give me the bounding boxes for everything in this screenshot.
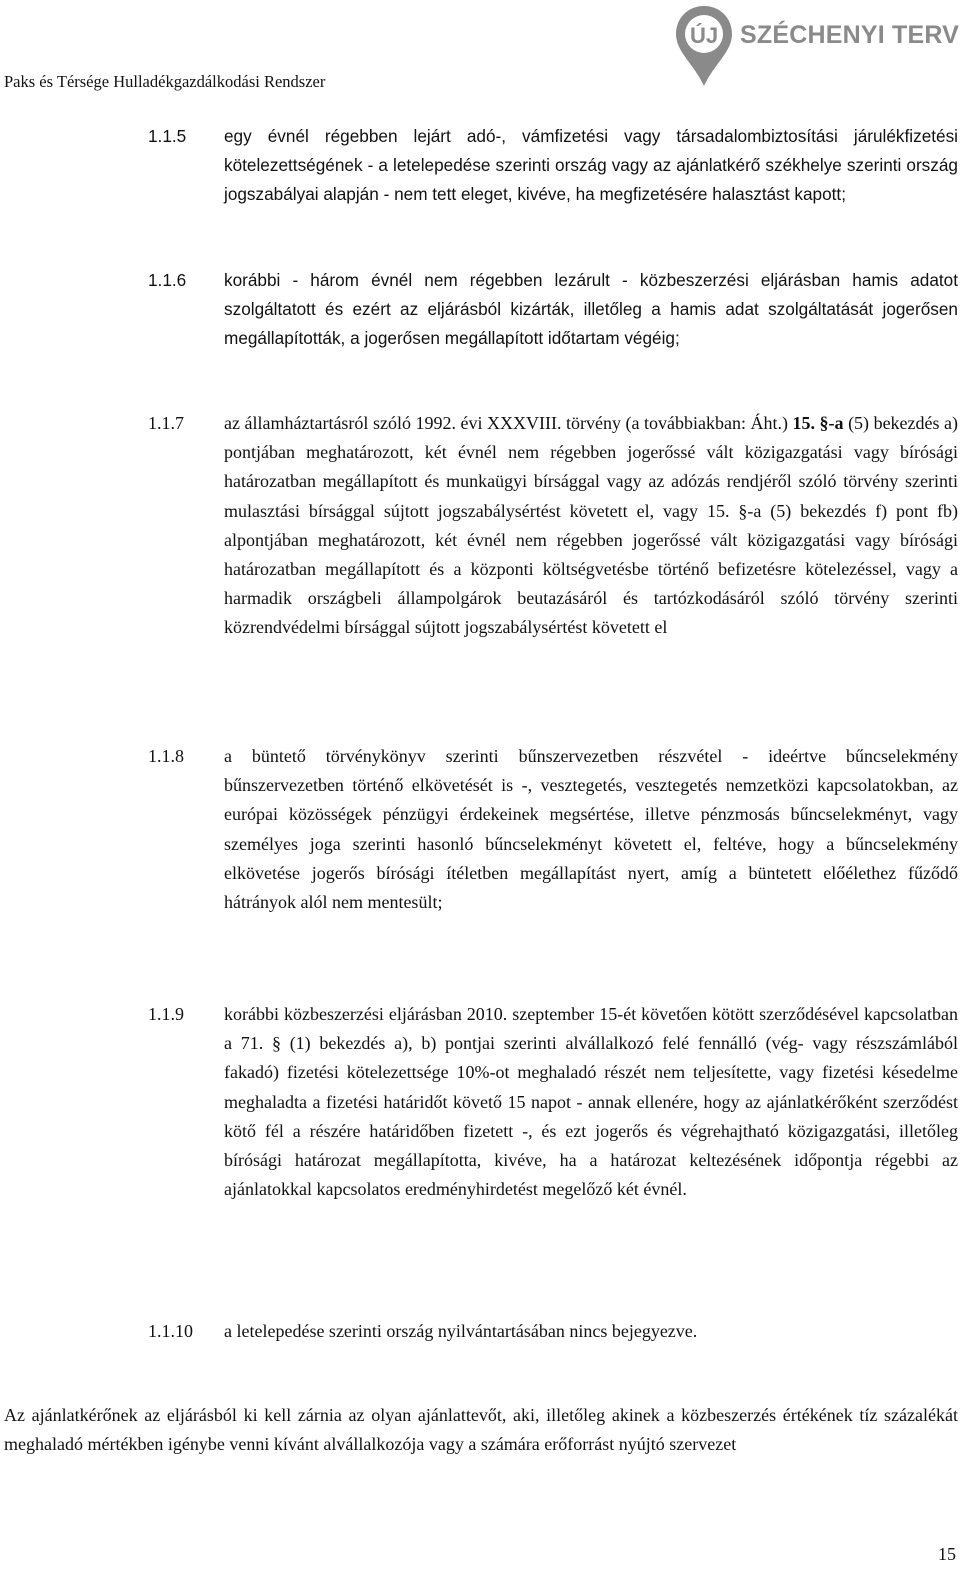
- document-header-title: Paks és Térsége Hulladékgazdálkodási Rendszer: [4, 72, 326, 91]
- item-text-part: (5) bekezdés a) pontjában meghatározott, két évnél nem régebben jogerőssé vált közigazgatási vagy bírósági határozatban megállapított és munkaügyi bírsággal vagy az adózás rendjéről szóló törvény szerinti mulasztási bírsággal sújtott jogszabálysértést követett el, vagy 15. §-a (5) bekezdés f) pont fb) alpontjában meghatározott, két évnél nem régebben jogerőssé vált közigazgatási vagy bírósági határozatban megállapított és a központi költségvetésbe történő befizetésre kötelezéssel, vagy a harmadik országbeli állampolgárok beutazásáról és tartózkodásáról szóló törvény szerinti közrendvédelmi bírsággal sújtott jogszabálysértést követett el: [224, 413, 959, 638]
- page-number: 15: [938, 1544, 956, 1564]
- item-number: 1.1.5: [148, 126, 187, 146]
- item-text: [224, 409, 958, 643]
- item-text: a büntető törvénykönyv szerinti bűnszervezetben részvétel - ideértve bűncselekmény bűnszervezetben történő elkövetését is -, vesztegetés, vesztegetés nemzetközi kapcsolatokban, az európai közösségek pénzügyi érdekeinek megsértése, illetve pénzmosás bűncselekményt, vagy személyes joga szerinti hasonló bűncselekményt követett el, feltéve, hogy a bűncselekmény elkövetése jogerős bírósági ítéletben megállapítást nyert, amíg a büntetett előélethez fűződő hátrányok alól nem mentesült;: [224, 746, 958, 913]
- logo-mark-text: ÚJ: [689, 23, 719, 48]
- item-number: 1.1.9: [148, 1004, 184, 1024]
- item-text-bold: 15. §-a: [792, 413, 844, 433]
- item-text: korábbi - három évnél nem régebben lezárult - közbeszerzési eljárásban hamis adatot szolgáltatott és ezért az eljárásból kizárták, illetőleg a hamis adat szolgáltatását jogerősen megállapították, a jogerősen megállapított időtartam végéig;: [224, 270, 958, 349]
- item-number: 1.1.6: [148, 270, 187, 290]
- item-number: 1.1.8: [148, 746, 184, 766]
- szechenyi-terv-logo: [674, 4, 958, 88]
- item-number: 1.1.7: [148, 413, 184, 433]
- item-number: 1.1.10: [148, 1321, 193, 1341]
- logo-text: SZÉCHENYI TERV: [740, 21, 960, 49]
- item-text: a letelepedése szerinti ország nyilvántartásában nincs bejegyezve.: [224, 1321, 698, 1341]
- item-text: korábbi közbeszerzési eljárásban 2010. szeptember 15-ét követően kötött szerződésével kapcsolatban a 71. § (1) bekezdés a), b) pontjai szerinti alvállalkozó felé fennálló (vég- vagy részszámlából fakadó) fizetési kötelezettsége 10%-ot meghaladó részét nem teljesítette, vagy fizetési késedelme meghaladta a fizetési határidőt követő 15 napot - annak ellenére, hogy az ajánlatkérőként szerződést kötő fél a részére határidőben fizetett -, és ezt jogerős és végrehajtható közigazgatási, illetőleg bírósági határozat megállapította, kivéve, ha a határozat keltezésének időpontja régebbi az ajánlatokkal kapcsolatos eredményhirdetést megelőző két évnél.: [224, 1004, 958, 1200]
- closing-paragraph: Az ajánlatkérőnek az eljárásból ki kell zárnia az olyan ajánlattevőt, aki, illetőleg akinek a közbeszerzés értékének tíz százalékát meghaladó mértékben igénybe venni kívánt alvállalkozója vagy a számára erőforrást nyújtó szervezet: [4, 1405, 958, 1455]
- item-text: egy évnél régebben lejárt adó-, vámfizetési vagy társadalombiztosítási járulékfizetési kötelezettségének - a letelepedése szerinti ország vagy az ajánlatkérő székhelye szerinti ország jogszabályai alapján - nem tett eleget, kivéve, ha megfizetésére halasztást kapott;: [224, 126, 958, 205]
- logo-pin-icon: [674, 4, 734, 88]
- item-text-part: az államháztartásról szóló 1992. évi XXXVIII. törvény (a továbbiakban: Áht.): [224, 413, 788, 433]
